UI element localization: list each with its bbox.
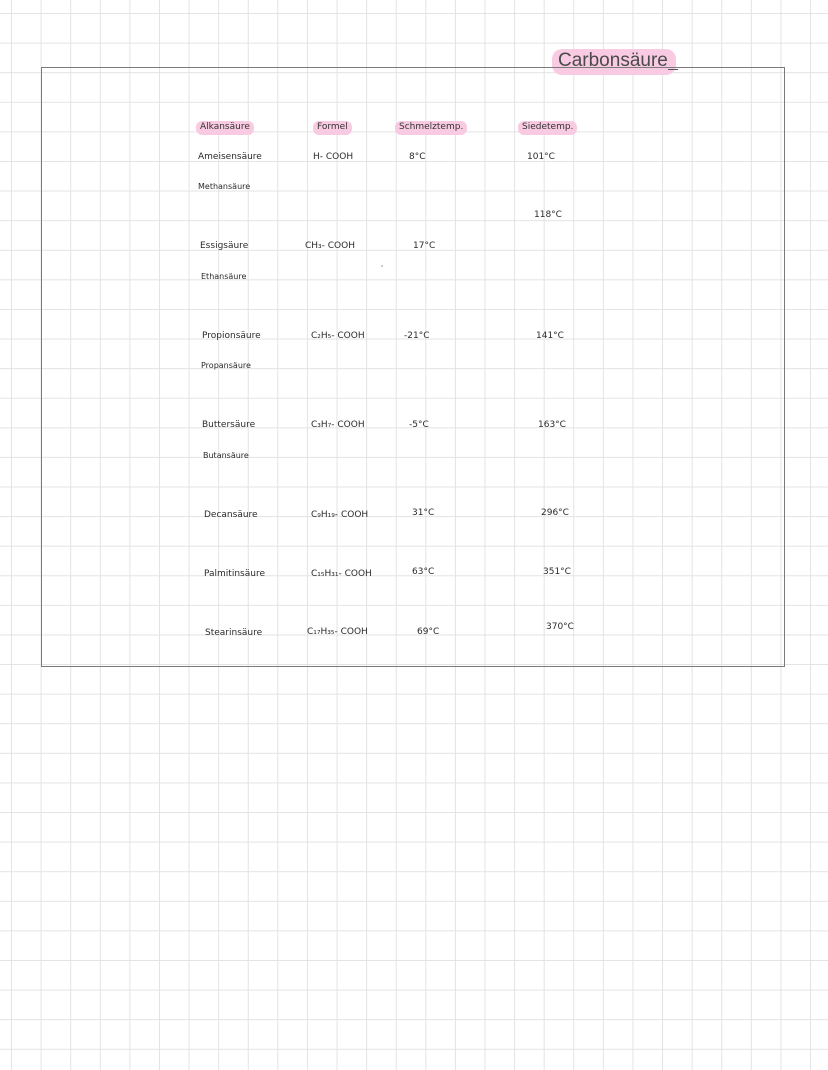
header-formel: Formel	[313, 121, 352, 135]
page-title: Carbonsäure	[552, 49, 676, 75]
acid-name: Ameisensäure	[198, 152, 262, 162]
header-schmelztemp: Schmelztemp.	[395, 121, 467, 135]
melting-point: -5°C	[409, 420, 429, 430]
header-alkansaeure: Alkansäure	[196, 121, 254, 135]
pen-dot	[381, 265, 383, 267]
melting-point: 31°C	[412, 508, 435, 518]
melting-point: 17°C	[413, 241, 436, 251]
melting-point: -21°C	[404, 331, 430, 341]
acid-formula: C₁₇H₃₅- COOH	[307, 627, 368, 637]
acid-name: Palmitinsäure	[204, 569, 265, 579]
boiling-point: 101°C	[527, 152, 555, 162]
acid-name: Decansäure	[204, 510, 258, 520]
acid-alt-name: Butansäure	[203, 451, 249, 460]
acid-alt-name: Ethansäure	[201, 272, 247, 281]
acid-name: Propionsäure	[202, 331, 261, 341]
boiling-point: 351°C	[543, 567, 571, 577]
boiling-point: 118°C	[534, 210, 562, 220]
acid-formula: C₁₅H₃₁- COOH	[311, 569, 372, 579]
boiling-point: 141°C	[536, 331, 564, 341]
acid-name: Stearinsäure	[205, 628, 263, 638]
acid-formula: C₉H₁₉- COOH	[311, 510, 369, 520]
acid-name: Buttersäure	[202, 420, 256, 430]
acid-formula: C₂H₅- COOH	[311, 331, 365, 341]
acid-name: Essigsäure	[200, 241, 249, 251]
acid-alt-name: Methansäure	[198, 182, 251, 191]
boiling-point: 296°C	[541, 508, 569, 518]
header-siedetemp: Siedetemp.	[518, 121, 577, 135]
melting-point: 8°C	[409, 152, 426, 162]
boiling-point: 163°C	[538, 420, 566, 430]
melting-point: 63°C	[412, 567, 435, 577]
acid-formula: H- COOH	[313, 152, 354, 162]
boiling-point: 370°C	[546, 622, 574, 632]
acid-alt-name: Propansäure	[201, 361, 251, 370]
acid-formula: CH₃- COOH	[305, 241, 355, 251]
melting-point: 69°C	[417, 627, 440, 637]
acid-formula: C₃H₇- COOH	[311, 420, 365, 430]
